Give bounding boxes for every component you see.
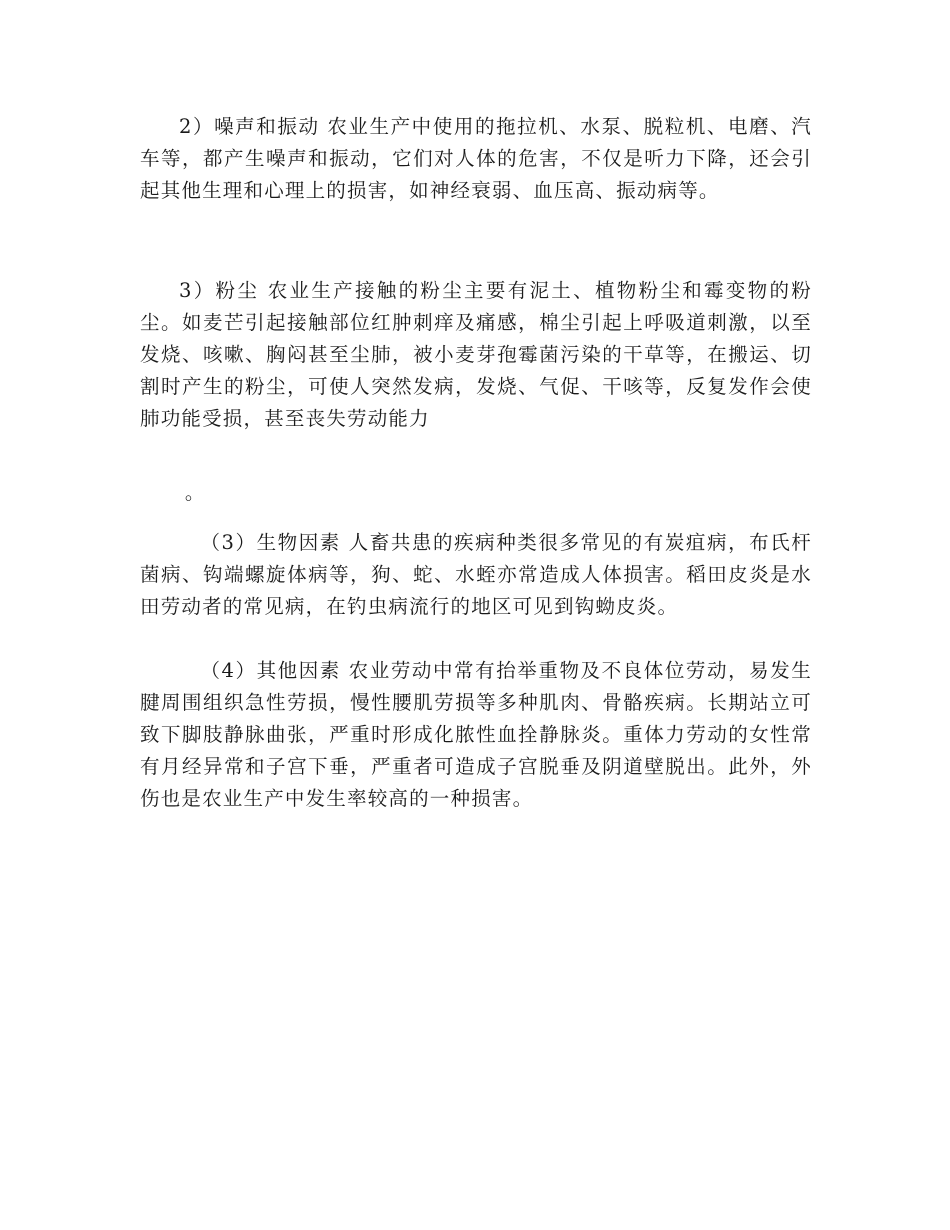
paragraph-biological-factors: （3）生物因素 人畜共患的疾病种类很多常见的有炭疽病，布氏杆菌病、钩端螺旋体病等，狗、蛇、水蛭亦常造成人体损害。稻田皮炎是水田劳动者的常见病，在钓虫病流行的地区可见到钩蚴皮炎。 [140,531,812,618]
paragraph-noise-vibration: 2）噪声和振动 农业生产中使用的拖拉机、水泵、脱粒机、电磨、汽车等，都产生噪声和振动，它们对人体的危害，不仅是听力下降，还会引起其他生理和心理上的损害，如神经衰弱、血压高、振动病等。 [140,115,812,202]
paragraph-other-factors: （4）其他因素 农业劳动中常有抬举重物及不良体位劳动，易发生腱周围组织急性劳损，慢性腰肌劳损等多种肌肉、骨骼疾病。长期站立可致下脚肢静脉曲张，严重时形成化脓性血拴静脉炎。重体力劳动的女性常有月经异常和子宫下垂，严重者可造成子宫脱垂及阴道壁脱出。此外，外伤也是农业生产中发生率较高的一种损害。 [140,659,812,810]
paragraph-dust: 3）粉尘 农业生产接触的粉尘主要有泥土、植物粉尘和霉变物的粉尘。如麦芒引起接触部位红肿刺痒及痛感，棉尘引起上呼吸道刺激，以至发烧、咳嗽、胸闷甚至尘肺，被小麦芽孢霉菌污染的干草等，在搬运、切割时产生的粉尘，可使人突然发病，发烧、气促、干咳等，反复发作会使肺功能受损，甚至丧失劳动能力 [140,279,812,430]
paragraph-trailing-period: 。 [184,481,206,504]
